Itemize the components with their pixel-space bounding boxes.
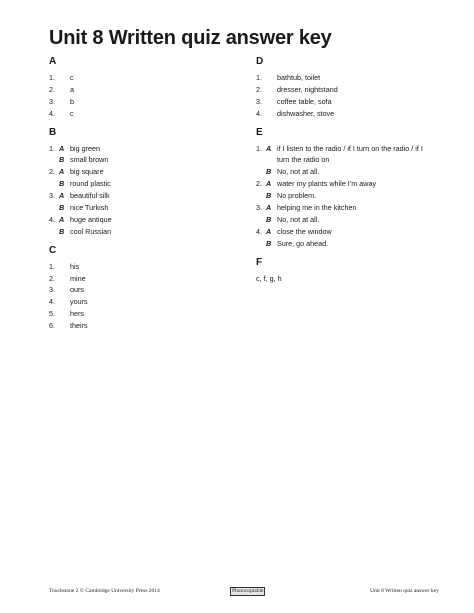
answer-text: round plastic (70, 179, 111, 189)
part-label: B (266, 167, 272, 177)
list-item (49, 273, 249, 285)
part-label: A (266, 179, 272, 189)
part-label: B (266, 238, 272, 248)
footer-page-title: Unit 8 Written quiz answer key (370, 588, 439, 594)
list-item (49, 166, 249, 178)
footer-copyright: Touchstone 2 © Cambridge University Press 2014 (49, 588, 160, 594)
item-number: 3. (49, 285, 55, 295)
section-b-heading: B (49, 126, 57, 138)
answer-text: yours (70, 297, 88, 307)
section-e-heading: E (256, 126, 263, 138)
list-item (49, 96, 249, 108)
answer-text: cool Russian (70, 226, 112, 236)
answer-text: Sure, go ahead. (277, 238, 329, 248)
list-item (256, 178, 466, 190)
list-item (49, 154, 249, 166)
answer-text: c (70, 73, 74, 82)
answer-text: big green (70, 143, 100, 153)
item-number: 4. (256, 108, 262, 118)
list-item (49, 261, 249, 273)
list-item (49, 72, 249, 84)
section-f-heading: F (256, 256, 263, 268)
item-number: 2. (49, 84, 55, 94)
item-number: 3. (256, 96, 262, 106)
part-label: B (59, 203, 65, 213)
right-column (256, 56, 466, 284)
section-d-heading: D (256, 56, 264, 67)
list-item (256, 273, 466, 285)
part-label: A (59, 167, 65, 177)
item-number: 4. (256, 226, 262, 236)
answer-text: huge antique (70, 214, 112, 224)
item-number: 4. (49, 214, 55, 224)
answer-text: coffee table, sofa (277, 96, 332, 106)
item-number: 1. (49, 143, 55, 153)
list-item (49, 214, 249, 226)
answer-text: mine (70, 273, 86, 283)
answer-text: big square (70, 167, 104, 177)
list-item (256, 202, 466, 214)
list-item (256, 108, 466, 120)
answer-text: a (70, 84, 74, 94)
list-item (256, 190, 466, 202)
answer-text: bathtub, toilet (277, 73, 321, 82)
list-item (49, 84, 249, 96)
list-item (256, 143, 466, 155)
answer-text: nice Turkish (70, 203, 109, 213)
list-item (49, 226, 249, 238)
list-item (49, 108, 249, 120)
answer-text: c (70, 108, 74, 118)
page-title: Unit 8 Written quiz answer key (49, 27, 332, 49)
part-label: B (266, 214, 272, 224)
item-number: 1. (49, 261, 55, 271)
part-label: A (266, 143, 272, 153)
part-label: B (59, 155, 65, 165)
item-number: 2. (256, 84, 262, 94)
item-number: 3. (49, 191, 55, 201)
part-label: B (266, 191, 272, 201)
part-label: A (59, 214, 65, 224)
item-number: 2. (256, 179, 262, 189)
item-number: 2. (49, 273, 55, 283)
list-item (256, 214, 466, 226)
item-number: 2. (49, 167, 55, 177)
answer-text: No problem. (277, 191, 317, 201)
list-item (49, 284, 249, 296)
answer-text: No, not at all. (277, 214, 320, 224)
answer-text: turn the radio on (277, 155, 330, 165)
item-number: 5. (49, 309, 55, 319)
item-number: 4. (49, 297, 55, 307)
item-number: 1. (256, 73, 262, 82)
part-label: A (59, 143, 65, 153)
part-label: A (266, 226, 272, 236)
answer-text: small brown (70, 155, 109, 165)
part-label: B (59, 226, 65, 236)
item-number: 3. (256, 203, 262, 213)
list-item (49, 178, 249, 190)
list-item (49, 308, 249, 320)
item-number: 4. (49, 108, 55, 118)
list-item (49, 143, 249, 155)
answer-text: helping me in the kitchen (277, 203, 357, 213)
answer-text: ours (70, 285, 84, 295)
item-number: 3. (49, 96, 55, 106)
answer-text: dresser, nightstand (277, 84, 338, 94)
answer-text: No, not at all. (277, 167, 320, 177)
item-number: 1. (49, 73, 55, 82)
answer-text: if I listen to the radio / if I turn on the radio / if I (277, 143, 423, 153)
list-item (256, 226, 466, 238)
answer-text: close the window (277, 226, 332, 236)
answer-text: b (70, 96, 74, 106)
list-item (49, 190, 249, 202)
list-item (256, 154, 466, 166)
part-label: A (59, 191, 65, 201)
item-number: 6. (49, 321, 55, 331)
section-c-heading: C (49, 244, 57, 256)
left-column (49, 56, 249, 332)
answer-text: dishwasher, stove (277, 108, 335, 118)
answer-text: theirs (70, 321, 88, 331)
part-label: B (59, 179, 65, 189)
answer-text: hers (70, 309, 84, 319)
answer-text: water my plants while I’m away (277, 179, 377, 189)
list-item (256, 166, 466, 178)
list-item (256, 238, 466, 250)
footer-photocopiable-badge: Photocopiable (232, 588, 264, 594)
list-item (256, 84, 466, 96)
section-a-heading: A (49, 56, 57, 67)
answer-text: c, f, g, h (256, 273, 282, 283)
list-item (49, 320, 249, 332)
answer-text: his (70, 261, 80, 271)
answer-text: beautiful silk (70, 191, 110, 201)
item-number: 1. (256, 143, 262, 153)
list-item (49, 296, 249, 308)
list-item (256, 72, 466, 84)
list-item (49, 202, 249, 214)
list-item (256, 96, 466, 108)
part-label: A (266, 203, 272, 213)
